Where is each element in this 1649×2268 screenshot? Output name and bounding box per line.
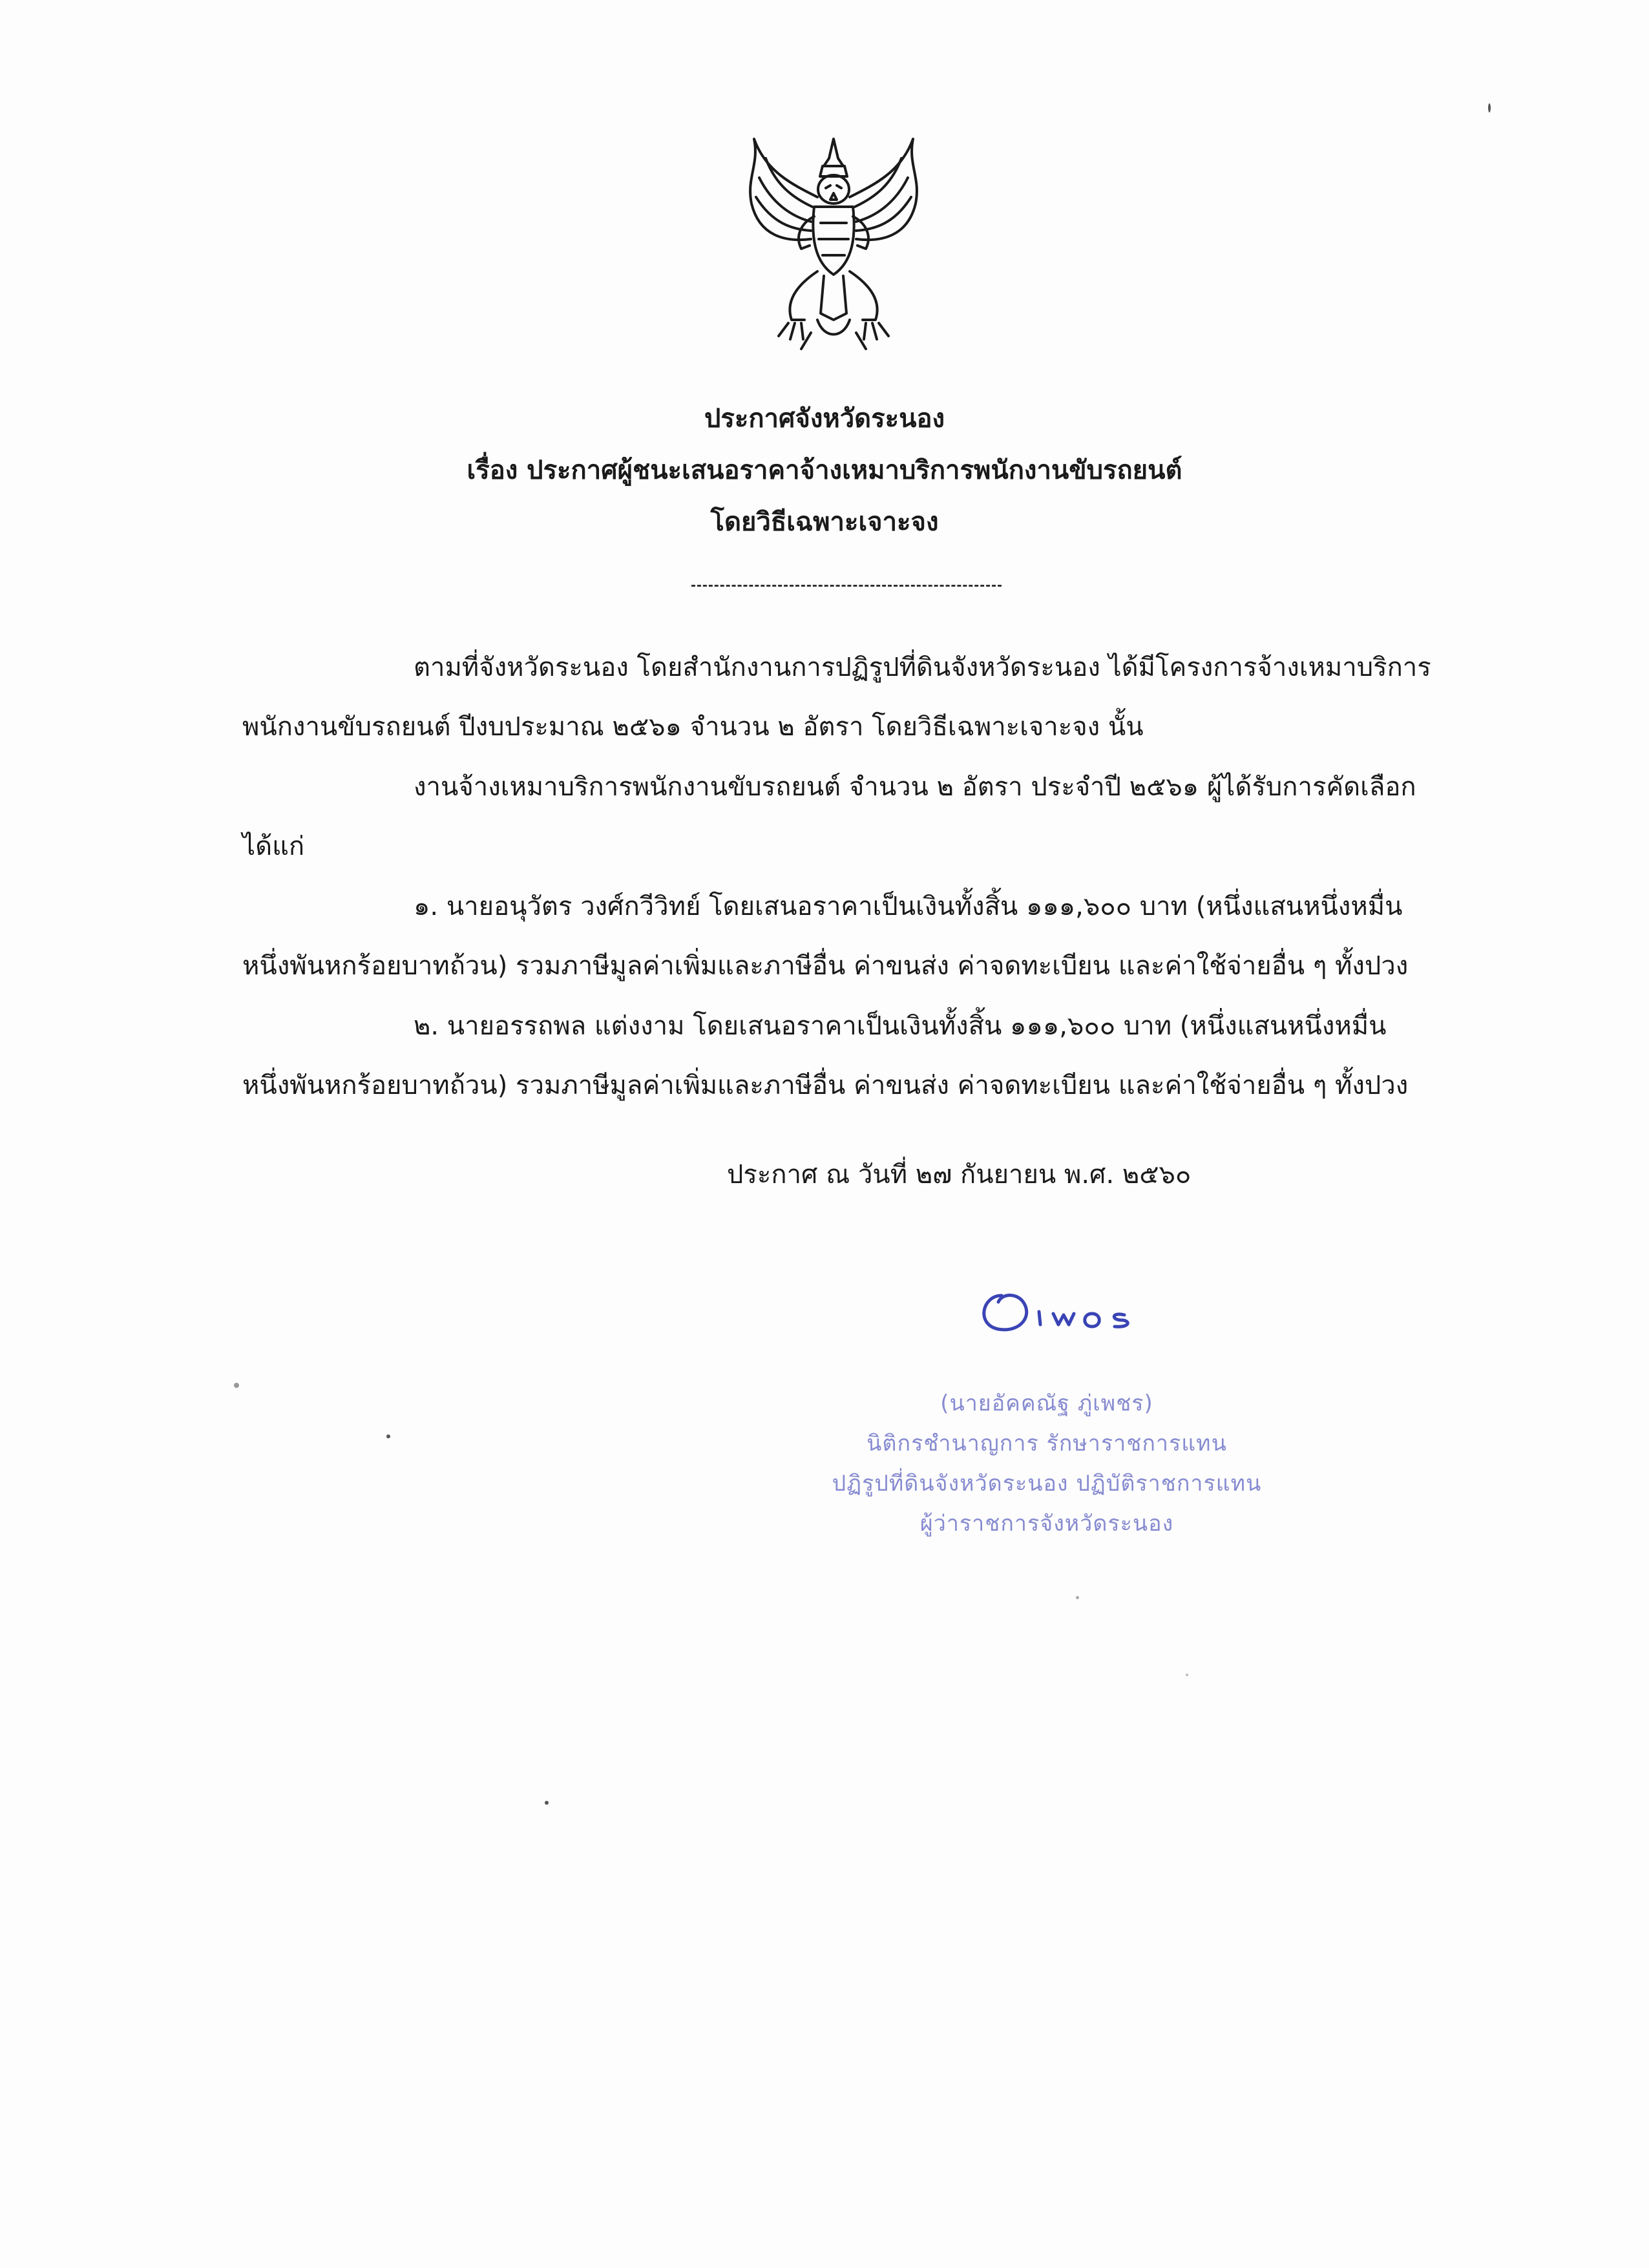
paragraph-1-line-1: ตามที่จังหวัดระนอง โดยสำนักงานการปฏิรูปที่ดินจังหวัดระนอง ได้มีโครงการจ้างเหมาบริการ xyxy=(414,653,1431,682)
paragraph-2-line-2: ได้แก่ xyxy=(242,832,305,861)
garuda-emblem-icon xyxy=(740,126,927,359)
handwritten-signature xyxy=(969,1276,1202,1341)
title-divider xyxy=(691,585,1002,587)
paragraph-2-line-1: งานจ้างเหมาบริการพนักงานขับรถยนต์ จำนวน ๒ อัตรา ประจำปี ๒๕๖๑ ผู้ได้รับการคัดเลือก xyxy=(414,772,1416,802)
scan-speck xyxy=(1488,103,1491,112)
scan-speck xyxy=(1076,1596,1079,1599)
winner-2-line-2: หนึ่งพันหกร้อยบาทถ้วน) รวมภาษีมูลค่าเพิ่มและภาษีอื่น ค่าขนส่ง ค่าจดทะเบียน และค่าใช้จ่ายอื่น ๆ ทั้งปวง xyxy=(242,1071,1409,1100)
signatory-authority: ผู้ว่าราชการจังหวัดระนอง xyxy=(919,1511,1174,1537)
announcement-title: ประกาศจังหวัดระนอง xyxy=(704,404,945,434)
winner-1-line-1: ๑. นายอนุวัตร วงศ์กวีวิทย์ โดยเสนอราคาเป็นเงินทั้งสิ้น ๑๑๑,๖๐๐ บาท (หนึ่งแสนหนึ่งหมื่น xyxy=(414,892,1403,921)
scan-speck xyxy=(234,1383,239,1388)
signatory-office: ปฏิรูปที่ดินจังหวัดระนอง ปฏิบัติราชการแทน xyxy=(832,1471,1262,1496)
announcement-date: ประกาศ ณ วันที่ ๒๗ กันยายน พ.ศ. ๒๕๖๐ xyxy=(727,1160,1192,1190)
winner-2-line-1: ๒. นายอรรถพล แต่งงาม โดยเสนอราคาเป็นเงินทั้งสิ้น ๑๑๑,๖๐๐ บาท (หนึ่งแสนหนึ่งหมื่น xyxy=(414,1011,1387,1041)
announcement-subject: เรื่อง ประกาศผู้ชนะเสนอราคาจ้างเหมาบริการพนักงานขับรถยนต์ xyxy=(467,456,1182,485)
scan-speck xyxy=(1186,1674,1188,1676)
winner-1-line-2: หนึ่งพันหกร้อยบาทถ้วน) รวมภาษีมูลค่าเพิ่มและภาษีอื่น ค่าขนส่ง ค่าจดทะเบียน และค่าใช้จ่ายอื่น ๆ ทั้งปวง xyxy=(242,951,1409,981)
scan-speck xyxy=(545,1801,549,1805)
signatory-position: นิติกรชำนาญการ รักษาราชการแทน xyxy=(867,1431,1227,1456)
signatory-name: (นายอัคคณัฐ ภู่เพชร) xyxy=(940,1391,1153,1416)
announcement-method: โดยวิธีเฉพาะเจาะจง xyxy=(710,507,939,537)
scan-speck xyxy=(386,1434,390,1438)
paragraph-1-line-2: พนักงานขับรถยนต์ ปีงบประมาณ ๒๕๖๑ จำนวน ๒ อัตรา โดยวิธีเฉพาะเจาะจง นั้น xyxy=(242,712,1144,742)
